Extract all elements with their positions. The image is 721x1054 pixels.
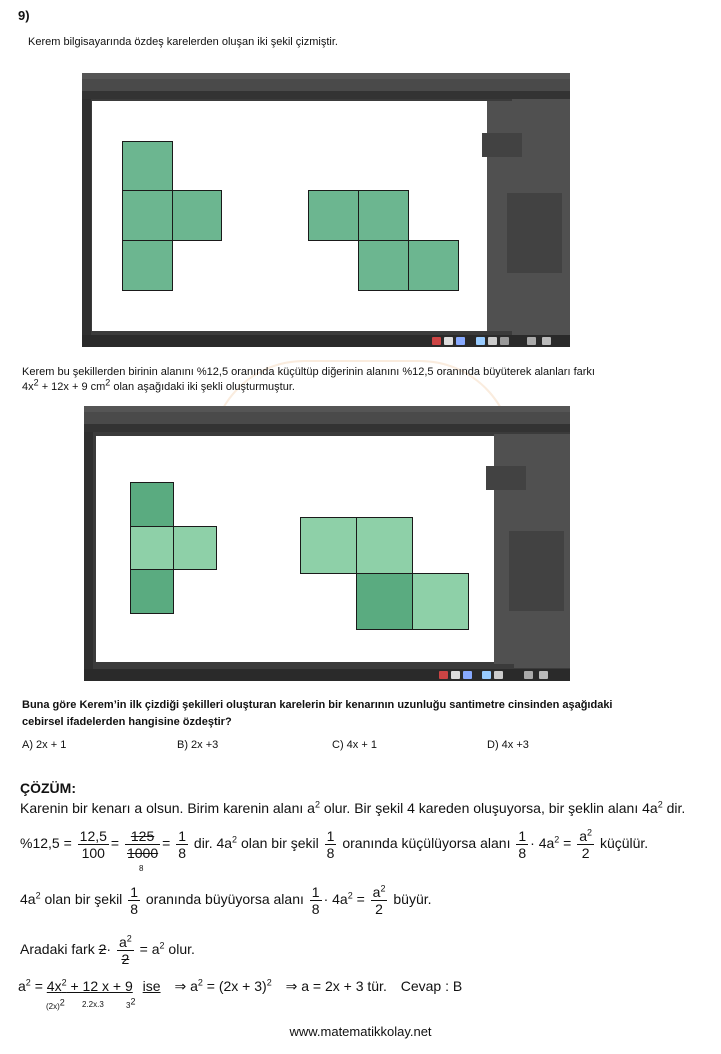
prompt-line-1: Buna göre Kerem’in ilk çizdiği şekilleri oluşturan karelerin bir kenarının uzunluğu santimetre cinsinden aşağıdaki	[22, 699, 613, 711]
color-panel	[482, 133, 522, 157]
superscript: 2	[554, 834, 560, 845]
text: oranında küçülüyorsa alanı	[342, 835, 511, 852]
screenshot-original-shapes	[82, 73, 570, 347]
text: a	[118, 934, 127, 950]
fraction	[516, 828, 528, 861]
text: + 12x + 9 cm	[38, 381, 106, 393]
superscript: 2	[266, 977, 272, 988]
fraction	[310, 884, 322, 917]
superscript: 2	[59, 997, 65, 1008]
question-intro: Kerem bilgisayarında özdeş karelerden oluşan iki şekil çizmiştir.	[28, 36, 338, 48]
question-prompt	[22, 697, 613, 731]
text: olan bir şekil	[40, 891, 123, 908]
expression	[47, 978, 133, 994]
fraction	[117, 934, 134, 967]
text: olan bir şekil	[237, 835, 319, 852]
square	[130, 569, 174, 614]
dock-icon	[488, 337, 497, 345]
text: ⇒ a	[174, 978, 198, 994]
text: Karenin bir kenarı a olsun. Birim karenin alanı a	[20, 800, 315, 816]
text: = a	[139, 941, 160, 958]
properties-panel	[509, 531, 564, 611]
square	[356, 517, 413, 574]
numerator: 1	[130, 884, 138, 900]
numerator: 1	[311, 884, 320, 900]
fraction	[128, 884, 140, 917]
annotation	[126, 996, 136, 1010]
text: · 4a	[530, 835, 555, 852]
superscript: 2	[159, 940, 165, 951]
fraction	[78, 828, 109, 861]
square	[122, 240, 173, 291]
dock-icon	[539, 671, 548, 679]
tools-panel	[82, 99, 91, 335]
tools-panel	[84, 432, 93, 669]
numerator: 125	[125, 828, 160, 845]
solution-heading: ÇÖZÜM:	[20, 780, 76, 796]
text: (2x)	[46, 1002, 60, 1011]
solution-line-2: %12,5 = $\frac{12,5}{100}$ = 125 1000 8 = $\frac{1}{8}$ dir. $4a^2$ olan bir şekil $\frac{1}{8}$ oranında küçülüyorsa alanı $\frac{1}{8}$ · $4a^2$ = $\frac{a^2}{2}$ küçülür.	[20, 827, 649, 873]
text: 3	[126, 1001, 131, 1010]
square	[358, 190, 409, 241]
denominator: 8	[518, 845, 527, 861]
footer-url[interactable]: www.matematikkolay.net	[289, 1024, 432, 1039]
dock-icon	[463, 671, 472, 679]
dock	[84, 669, 570, 681]
square	[408, 240, 459, 291]
square	[122, 141, 173, 191]
square	[308, 190, 359, 241]
numerator: 1	[326, 828, 335, 844]
annotation: 2.2x.3	[82, 1000, 104, 1009]
superscript: 2	[314, 799, 320, 810]
superscript: 2	[197, 977, 203, 988]
denominator: 8	[326, 845, 335, 861]
color-panel	[486, 466, 526, 490]
denominator: 8	[311, 901, 320, 917]
text: dir.	[662, 800, 686, 816]
text: olan aşağıdaki iki şekli oluşturmuştur.	[110, 381, 295, 393]
dock-icon	[524, 671, 533, 679]
annotation	[46, 997, 65, 1011]
superscript: 2	[657, 799, 663, 810]
numerator	[117, 934, 134, 951]
answer: Cevap : B	[400, 978, 463, 994]
solution-line-4: Aradaki fark 2· $\frac{a^2}{2}$ = $a^2$ olur.	[20, 933, 195, 967]
square	[122, 190, 173, 241]
denominator: 2	[121, 951, 130, 967]
prompt-line-2: cebirsel ifadelerden hangisine özdeştir?	[22, 716, 232, 728]
fraction	[125, 828, 160, 873]
dock-icon	[432, 337, 441, 345]
denominator: 1000	[126, 845, 159, 861]
dock-icon	[451, 671, 460, 679]
numerator	[577, 828, 594, 845]
superscript: 2	[25, 977, 31, 988]
text: küçülür.	[599, 835, 649, 852]
denominator: 100	[81, 845, 105, 861]
option-a[interactable]: A) 2x + 1	[22, 739, 67, 751]
text: %12,5 =	[20, 835, 72, 852]
question-paragraph	[22, 365, 595, 395]
option-b[interactable]: B) 2x +3	[177, 739, 219, 751]
app-tabbar	[82, 91, 570, 99]
dock-icon	[542, 337, 551, 345]
dock-icon	[482, 671, 491, 679]
text: büyür.	[393, 891, 432, 908]
text: oranında büyüyorsa alanı	[145, 891, 304, 908]
square	[130, 526, 174, 570]
app-toolbar	[82, 79, 570, 91]
text: + 12 x + 9	[66, 978, 133, 994]
square	[173, 526, 217, 570]
dock-icon	[527, 337, 536, 345]
paragraph-line-1: Kerem bu şekillerden birinin alanını %12,5 oranında küçültüp diğerinin alanını %12,5 oranında büyüterek alanları farkı	[22, 366, 595, 378]
denominator: 2	[375, 901, 383, 917]
superscript: 2	[587, 827, 593, 838]
text: 4x	[46, 978, 62, 994]
superscript: 2	[126, 933, 132, 944]
text: dir. 4a	[193, 835, 233, 852]
text: Aradaki fark	[20, 941, 95, 958]
square	[172, 190, 222, 241]
square	[130, 482, 174, 527]
cancel-note: 8	[138, 864, 144, 873]
text: = (2x + 3)	[202, 978, 267, 994]
square	[300, 517, 357, 574]
app-toolbar	[84, 412, 570, 424]
fraction	[176, 828, 188, 861]
text: · 4a	[323, 891, 348, 908]
superscript: 2	[105, 377, 111, 388]
app-tabbar	[84, 424, 570, 432]
numerator: 1	[178, 828, 187, 844]
text: 4a	[20, 891, 36, 908]
text: a	[18, 978, 26, 994]
text: olur.	[164, 941, 195, 958]
denominator: 2	[581, 845, 590, 861]
superscript: 2	[35, 890, 41, 901]
superscript: 2	[232, 834, 238, 845]
superscript: 2	[347, 890, 353, 901]
denominator: 8	[130, 901, 138, 917]
denominator: 8	[178, 845, 187, 861]
drawing-canvas	[92, 101, 487, 331]
text: ⇒ a = 2x + 3 tür.	[285, 978, 387, 994]
dock-icon	[456, 337, 465, 345]
square	[412, 573, 469, 630]
superscript: 2	[33, 377, 39, 388]
text: ise	[142, 978, 161, 994]
dock	[82, 335, 570, 347]
text: =	[30, 978, 47, 994]
text: a	[372, 884, 381, 900]
numerator	[371, 884, 388, 901]
superscript: 2	[380, 883, 386, 894]
dock-icon	[476, 337, 485, 345]
text: olur. Bir şekil 4 kareden oluşuyorsa, bir şeklin alanı 4a	[319, 800, 658, 816]
fraction	[325, 828, 337, 861]
cancelled-number: 2	[98, 941, 107, 958]
solution-line-3: $4a^2$ olan bir şekil $\frac{1}{8}$ oranında büyüyorsa alanı $\frac{1}{8}$ · $4a^2$ = $\frac{a^2}{2}$ büyür.	[20, 883, 432, 917]
superscript: 2	[61, 977, 67, 988]
drawing-canvas	[96, 436, 494, 662]
dock-icon	[500, 337, 509, 345]
fraction	[371, 884, 388, 917]
numerator: 1	[518, 828, 527, 844]
question-number: 9)	[18, 8, 30, 23]
dock-icon	[444, 337, 453, 345]
paragraph-line-2	[22, 377, 595, 395]
option-c[interactable]: C) 4x + 1	[332, 739, 377, 751]
solution-line-5	[18, 978, 462, 995]
numerator: 12,5	[79, 828, 107, 844]
superscript: 2	[130, 996, 136, 1007]
dock-icon	[494, 671, 503, 679]
option-d[interactable]: D) 4x +3	[487, 739, 529, 751]
solution-line-1	[20, 800, 685, 816]
text: 4x	[22, 381, 34, 393]
square	[358, 240, 409, 291]
fraction	[577, 828, 594, 861]
screenshot-modified-shapes	[84, 406, 570, 681]
properties-panel	[507, 193, 562, 273]
dock-icon	[439, 671, 448, 679]
square	[356, 573, 413, 630]
text: a	[579, 828, 588, 844]
